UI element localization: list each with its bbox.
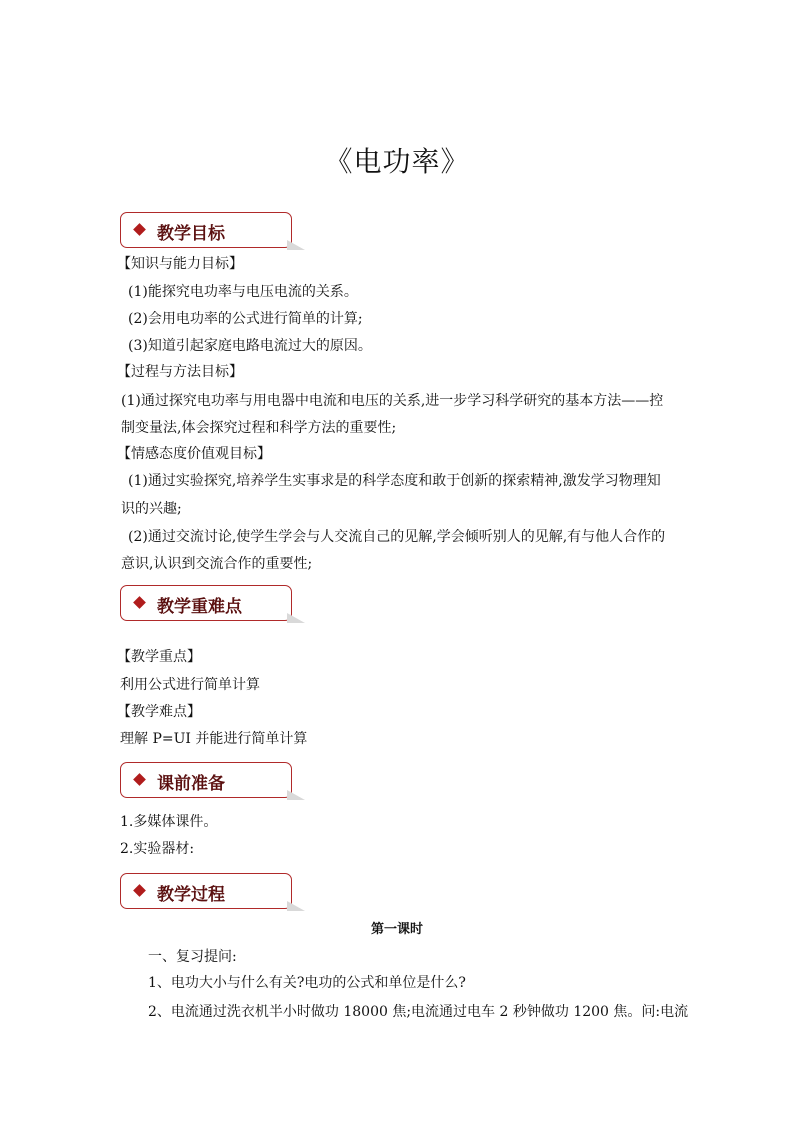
diamond-bullet-icon [133, 884, 146, 897]
section-heading-label: 课前准备 [157, 774, 225, 794]
section-heading-key-points [120, 585, 292, 621]
emotion-goal-2-line1: (2)通过交流讨论,使学生学会与人交流自己的见解,学会倾听别人的见解,有与他人合作的 [128, 529, 666, 545]
diamond-bullet-icon [133, 223, 146, 236]
difficulty-header: 【教学难点】 [117, 704, 201, 720]
section-heading-label: 教学过程 [157, 885, 225, 905]
section-heading-process [120, 873, 292, 909]
knowledge-goal-2: (2)会用电功率的公式进行简单的计算; [128, 311, 363, 327]
focus-header: 【教学重点】 [117, 649, 201, 665]
process-goals-header: 【过程与方法目标】 [117, 364, 243, 380]
section-heading-preparation [120, 762, 292, 798]
section-heading-label: 教学目标 [157, 224, 225, 244]
difficulty-text: 理解 P=UI 并能进行简单计算 [120, 731, 308, 747]
review-question-1: 1、电功大小与什么有关?电功的公式和单位是什么? [148, 975, 466, 991]
emotion-goal-1-line1: (1)通过实验探究,培养学生实事求是的科学态度和敢于创新的探索精神,激发学习物理知 [128, 473, 661, 489]
diamond-bullet-icon [133, 596, 146, 609]
knowledge-goal-3: (3)知道引起家庭电路电流过大的原因。 [128, 338, 372, 354]
section-heading-label: 教学重难点 [157, 597, 242, 617]
review-header: 一、复习提问: [148, 949, 237, 965]
page-title: 《电功率》 [324, 145, 470, 178]
emotion-goals-header: 【情感态度价值观目标】 [117, 446, 271, 462]
review-question-2: 2、电流通过洗衣机半小时做功 18000 焦;电流通过电车 2 秒钟做功 1200 焦。问:电流 [148, 1004, 689, 1020]
emotion-goal-2-line2: 意识,认识到交流合作的重要性; [121, 556, 313, 572]
diamond-bullet-icon [133, 773, 146, 786]
process-goal-1-line1: (1)通过探究电功率与用电器中电流和电压的关系,进一步学习科学研究的基本方法——控 [121, 393, 664, 409]
knowledge-goals-header: 【知识与能力目标】 [117, 256, 243, 272]
knowledge-goal-1: (1)能探究电功率与电压电流的关系。 [128, 284, 358, 300]
focus-text: 利用公式进行简单计算 [120, 677, 260, 693]
section-heading-goals [120, 212, 292, 248]
lesson-title: 第一课时 [370, 922, 423, 937]
preparation-item-2: 2.实验器材: [120, 841, 195, 857]
preparation-item-1: 1.多媒体课件。 [120, 814, 218, 830]
process-goal-1-line2: 制变量法,体会探究过程和科学方法的重要性; [121, 420, 397, 436]
emotion-goal-1-line2: 识的兴趣; [121, 501, 182, 517]
